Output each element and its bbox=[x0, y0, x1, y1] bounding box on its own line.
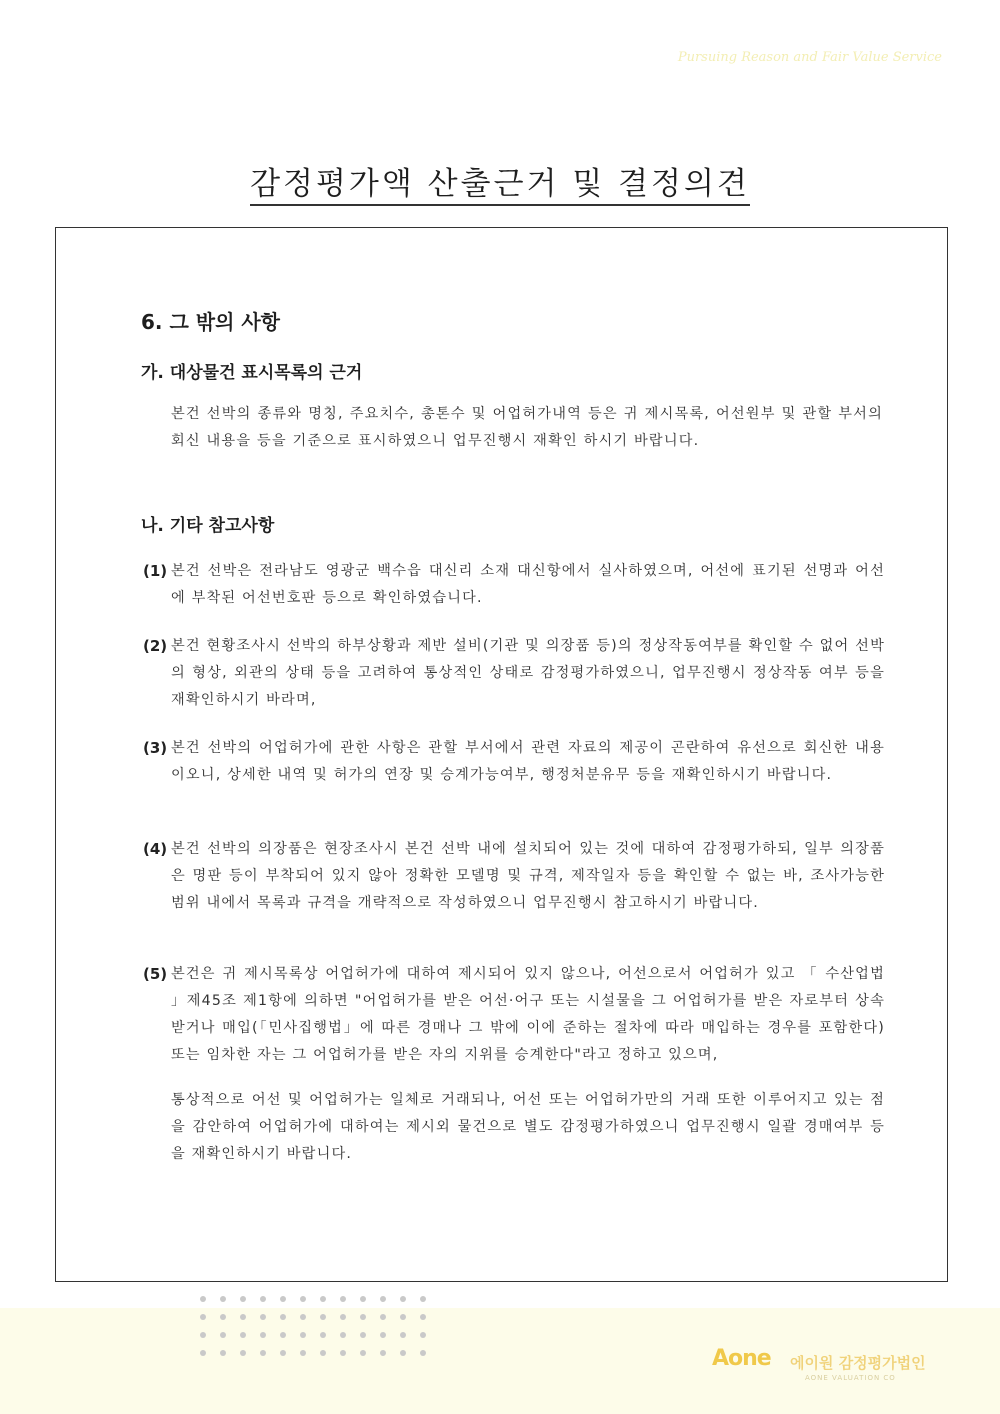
dot bbox=[340, 1332, 346, 1338]
note-item-text: 본건 선박의 의장품은 현장조사시 본건 선박 내에 설치되어 있는 것에 대하여 감정평가하되, 일부 의장품은 명판 등이 부착되어 있지 않아 정확한 모델명 및 규격, 제작일자 등을 확인할 수 없는 바, 조사가능한 범위 내에서 목록과 규격을 개략적으로 작성하였으니 업무진행시 참고하시기 바랍니다. bbox=[171, 841, 885, 911]
note-item-number: (1) bbox=[143, 562, 168, 580]
dot bbox=[220, 1314, 226, 1320]
dot bbox=[360, 1350, 366, 1356]
note-item-text-continued: 통상적으로 어선 및 어업허가는 일체로 거래되나, 어선 또는 어업허가만의 거래 또한 이루어지고 있는 점을 감안하여 어업허가에 대하여는 제시외 물건으로 별도 감정평가하였으니 업무진행시 일괄 경매여부 등을 재확인하시기 바랍니다. bbox=[171, 1092, 885, 1162]
note-item-text: 본건 현황조사시 선박의 하부상황과 제반 설비(기관 및 의장품 등)의 정상작동여부를 확인할 수 없어 선박의 형상, 외관의 상태 등을 고려하여 통상적인 상태로 감정평가하였으니, 업무진행시 정상작동 여부 등을 재확인하시기 바라며, bbox=[171, 638, 885, 708]
note-item-text: 본건 선박은 전라남도 영광군 백수읍 대신리 소재 대신항에서 실사하였으며, 어선에 표기된 선명과 어선에 부착된 어선번호판 등으로 확인하였습니다. bbox=[171, 563, 885, 606]
dot bbox=[300, 1332, 306, 1338]
dot bbox=[260, 1332, 266, 1338]
dot bbox=[200, 1332, 206, 1338]
dot bbox=[220, 1296, 226, 1302]
dot bbox=[300, 1314, 306, 1320]
page-title-text: 감정평가액 산출근거 및 결정의견 bbox=[250, 166, 750, 206]
note-item-number: (5) bbox=[143, 965, 168, 983]
note-item-4 bbox=[143, 836, 885, 917]
dot bbox=[360, 1314, 366, 1320]
dot bbox=[340, 1296, 346, 1302]
dot bbox=[200, 1350, 206, 1356]
dot bbox=[240, 1314, 246, 1320]
page-title bbox=[0, 158, 1000, 203]
dot bbox=[420, 1350, 426, 1356]
dot bbox=[400, 1332, 406, 1338]
dot bbox=[320, 1314, 326, 1320]
note-item-number: (4) bbox=[143, 840, 168, 858]
dot bbox=[300, 1350, 306, 1356]
dot bbox=[340, 1314, 346, 1320]
dot bbox=[200, 1314, 206, 1320]
dot bbox=[200, 1296, 206, 1302]
content-box bbox=[55, 227, 948, 1282]
dot bbox=[240, 1296, 246, 1302]
dot bbox=[240, 1350, 246, 1356]
dot bbox=[400, 1314, 406, 1320]
dot bbox=[400, 1350, 406, 1356]
company-subtitle: AONE VALUATION CO bbox=[805, 1374, 896, 1382]
note-item-text: 본건은 귀 제시목록상 어업허가에 대하여 제시되어 있지 않으나, 어선으로서 어업허가 있고 「 수산업법 」제45조 제1항에 의하면 "어업허가를 받은 어선·어구 또는 시설물을 그 어업허가를 받은 자로부터 상속받거나 매입(「민사집행법」에 따른 경매나 그 밖에 이에 준하는 절차에 따라 매입하는 경우를 포함한다) 또는 임차한 자는 그 어업허가를 받은 자의 지위를 승계한다"라고 정하고 있으며, bbox=[171, 966, 885, 1063]
section-heading: 6. 그 밖의 사항 bbox=[141, 310, 281, 334]
dot bbox=[300, 1296, 306, 1302]
footer-dot-pattern bbox=[200, 1332, 426, 1338]
dot bbox=[260, 1314, 266, 1320]
company-name: 에이원 감정평가법인 bbox=[790, 1354, 926, 1372]
dot bbox=[280, 1332, 286, 1338]
dot bbox=[260, 1296, 266, 1302]
header-tagline: Pursuing Reason and Fair Value Service bbox=[677, 50, 942, 65]
note-item-2 bbox=[143, 633, 885, 714]
company-logo-mark: Aone bbox=[712, 1346, 771, 1371]
dot bbox=[380, 1332, 386, 1338]
dot bbox=[320, 1332, 326, 1338]
dot bbox=[320, 1350, 326, 1356]
dot bbox=[380, 1314, 386, 1320]
subsection-a-heading: 가. 대상물건 표시목록의 근거 bbox=[141, 363, 363, 383]
dot bbox=[280, 1314, 286, 1320]
dot bbox=[360, 1296, 366, 1302]
note-item-text: 본건 선박의 어업허가에 관한 사항은 관할 부서에서 관련 자료의 제공이 곤란하여 유선으로 회신한 내용이오니, 상세한 내역 및 허가의 연장 및 승계가능여부, 행정처분유무 등을 재확인하시기 바랍니다. bbox=[171, 740, 885, 783]
dot bbox=[220, 1350, 226, 1356]
dot bbox=[420, 1314, 426, 1320]
note-item-number: (3) bbox=[143, 739, 168, 757]
dot bbox=[420, 1296, 426, 1302]
footer-dot-pattern bbox=[200, 1350, 426, 1356]
dot bbox=[380, 1296, 386, 1302]
dot bbox=[360, 1332, 366, 1338]
dot bbox=[420, 1332, 426, 1338]
note-item-1 bbox=[143, 558, 885, 612]
subsection-b-heading: 나. 기타 참고사항 bbox=[141, 516, 275, 536]
dot bbox=[220, 1332, 226, 1338]
dot bbox=[400, 1296, 406, 1302]
subsection-a-paragraph: 본건 선박의 종류와 명칭, 주요치수, 총톤수 및 어업허가내역 등은 귀 제시목록, 어선원부 및 관할 부서의 회신 내용을 등을 기준으로 표시하였으니 업무진행시 재확인 하시기 바랍니다. bbox=[171, 406, 883, 449]
dot bbox=[320, 1296, 326, 1302]
footer-dot-pattern bbox=[200, 1314, 426, 1320]
dot bbox=[280, 1296, 286, 1302]
dot bbox=[280, 1350, 286, 1356]
note-item-3 bbox=[143, 735, 885, 789]
footer-dot-pattern bbox=[200, 1296, 426, 1302]
dot bbox=[240, 1332, 246, 1338]
note-item-5 bbox=[143, 961, 885, 1168]
dot bbox=[340, 1350, 346, 1356]
dot bbox=[380, 1350, 386, 1356]
dot bbox=[260, 1350, 266, 1356]
note-item-number: (2) bbox=[143, 637, 168, 655]
